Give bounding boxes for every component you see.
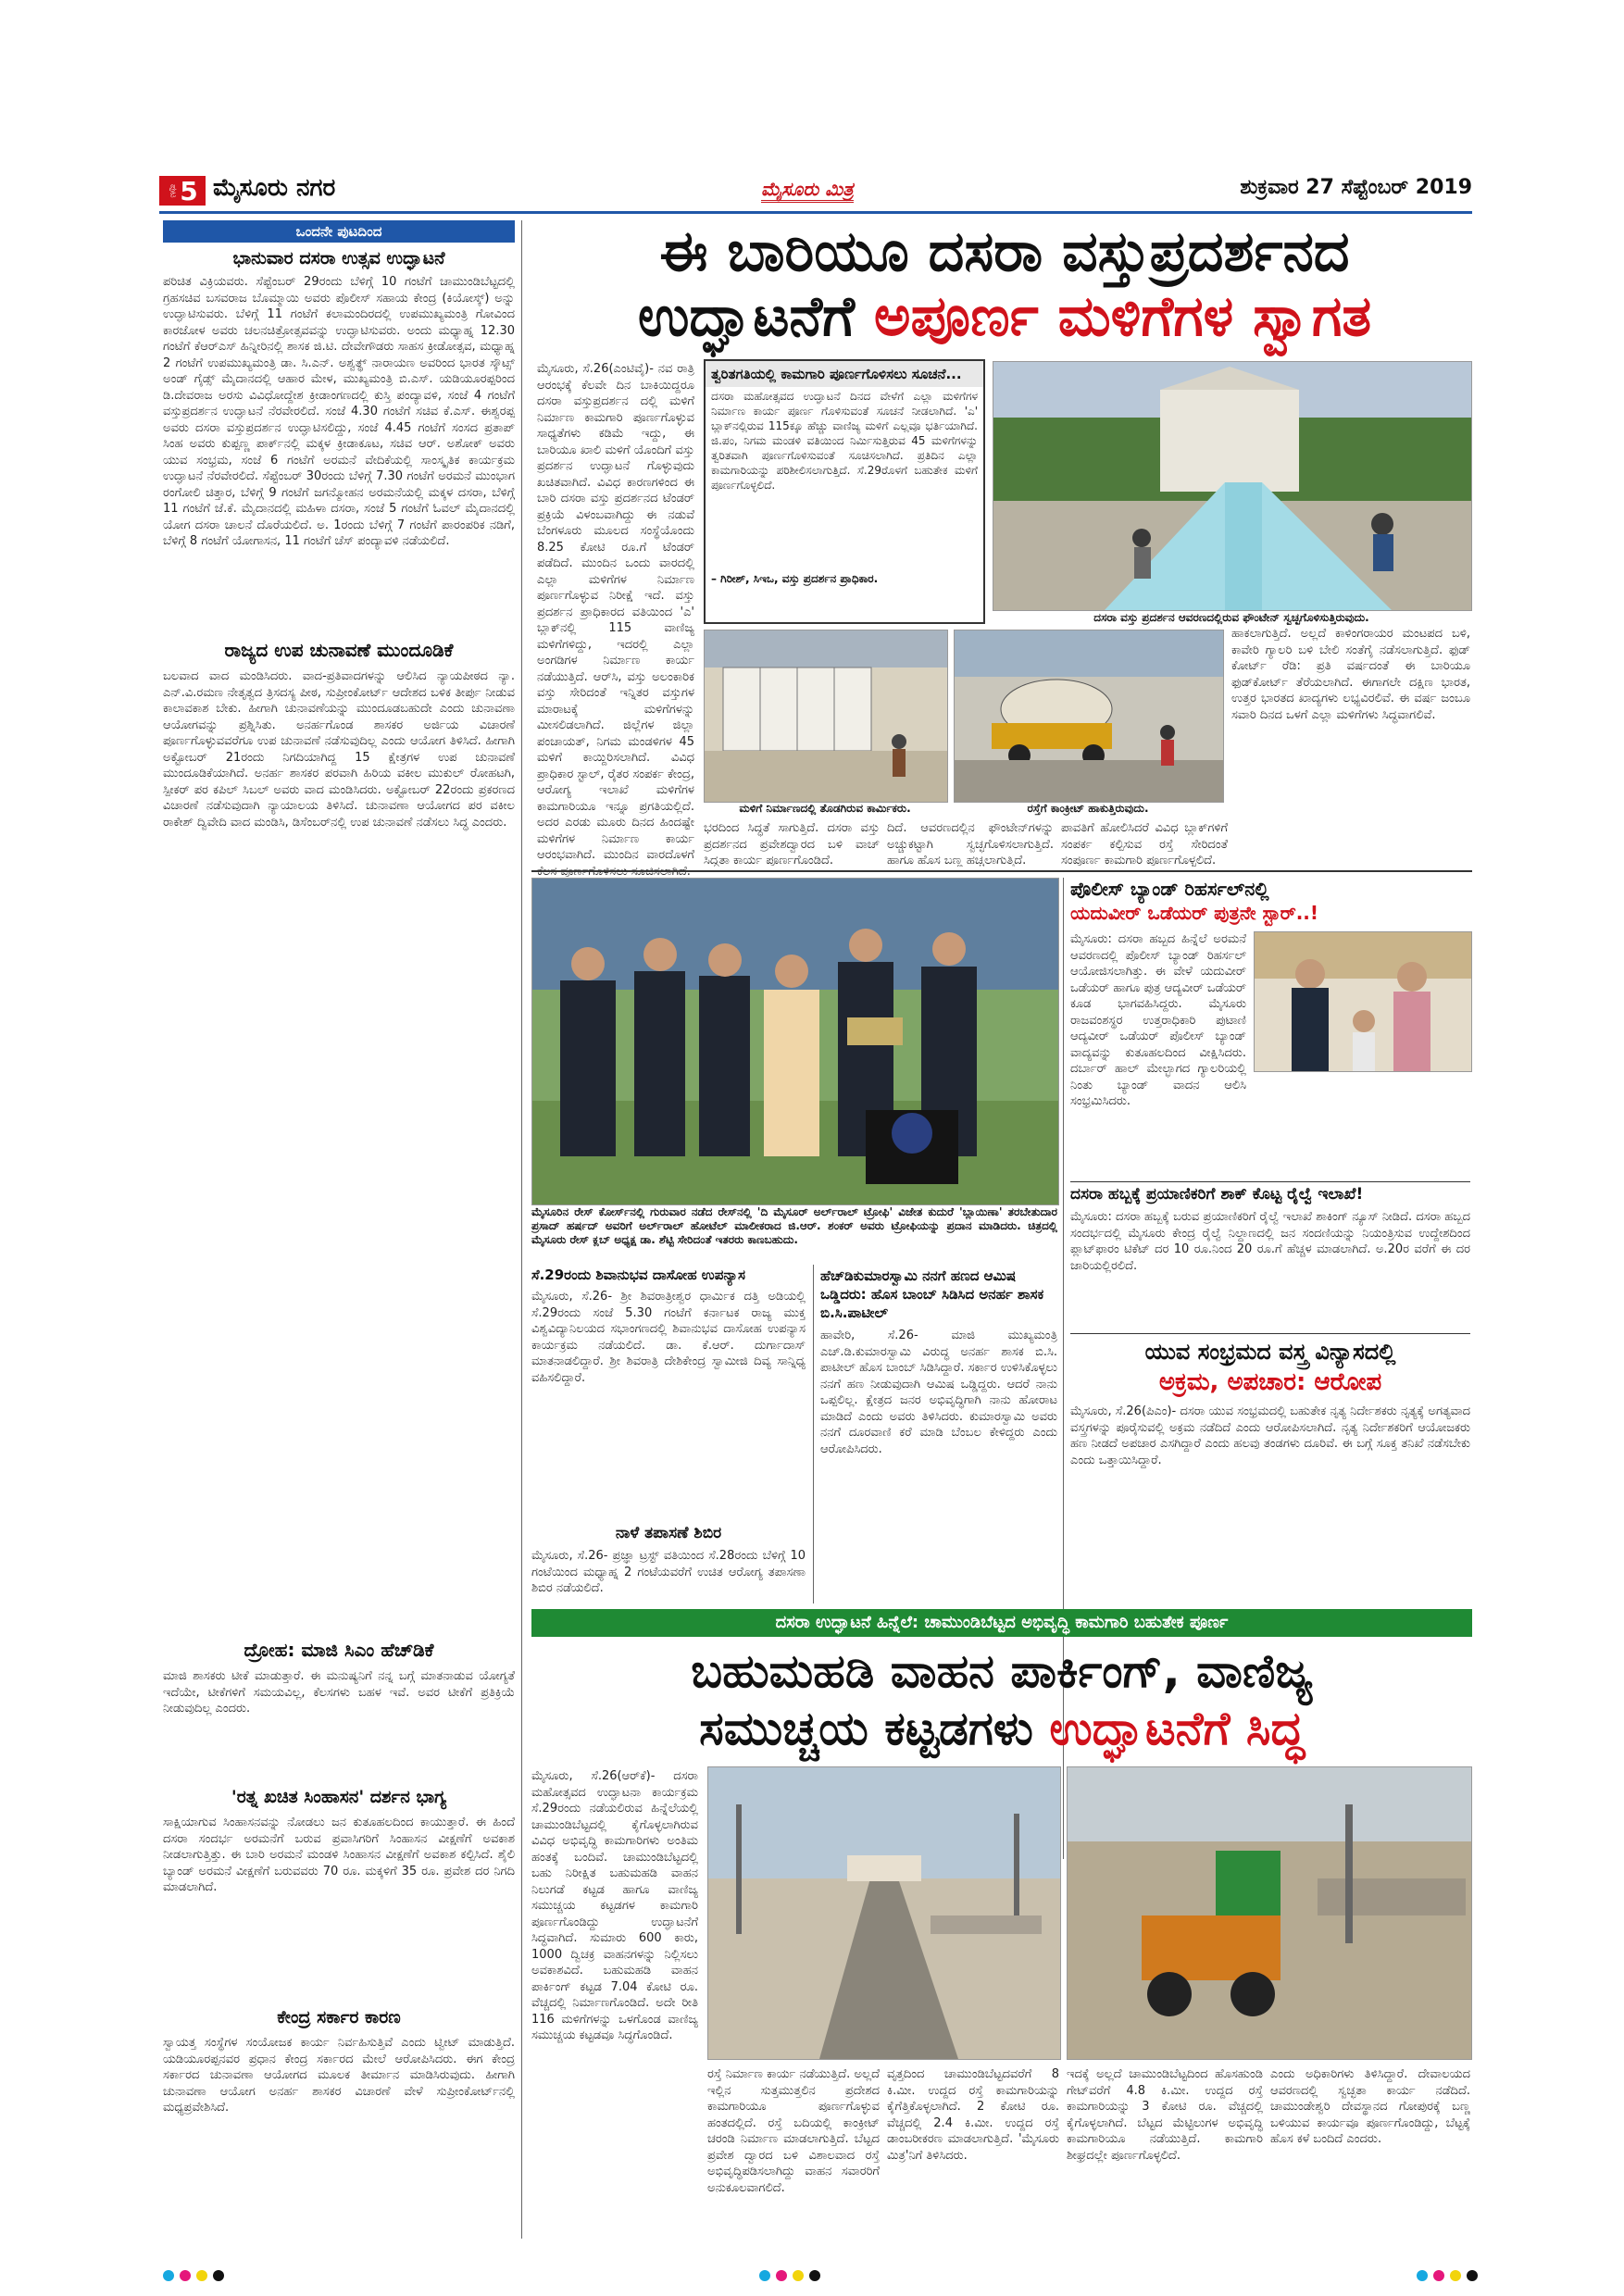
story-b-title: ನಾಳೆ ತಪಾಸಣೆ ಶಿಬಿರ (615, 1524, 722, 1542)
top-story-bottom-a: ಭರದಿಂದ ಸಿದ್ಧತೆ ಸಾಗುತ್ತಿದೆ. ದಸರಾ ವಸ್ತು ಪ್ರದರ್ಶನದ ಪ್ರವೇಶದ್ವಾರದ ಬಳಿ ವಾಚ್ ಸಿದ್ಧತಾ ಕಾರ್ಯ ಪೂರ್ಣಗೊಂಡಿದೆ. (704, 821, 880, 867)
fountain-illustration (993, 362, 1471, 610)
page-date: ಶುಕ್ರವಾರ 27 ಸೆಪ್ಟೆಂಬರ್ 2019 (1240, 176, 1472, 199)
race-trophy-photo (531, 878, 1059, 1205)
page-number: 5 (180, 175, 198, 206)
story2-body: ಬಲವಾದ ವಾದ ಮಂಡಿಸಿದರು. ವಾದ-ಪ್ರತಿವಾದಗಳನ್ನು ಆಲಿಸಿದ ನ್ಯಾಯಪೀಠದ ನ್ಯಾ. ಎನ್.ವಿ.ರಮಣ ನೇತೃತ್ವದ ತ್ರಿಸದಸ್ಯ ಪೀಠ, ಸುಪ್ರೀಂಕೋರ್ಟ್ ಆದೇಶದ ಬಳಿಕ ತೀರ್ಪು ನೀಡುವ ಕಾಲಾವಕಾಶ ಬೇಕು. ಹೀಗಾಗಿ ಚುನಾವಣೆಯನ್ನು ಮುಂದೂಡಬಹುದೇ ಎಂದು ಚುನಾವಣಾ ಆಯೋಗವನ್ನು ಪ್ರಶ್ನಿಸಿತು. ಅನರ್ಹಗೊಂಡ ಶಾಸಕರ ಅರ್ಜಿಯ ವಿಚಾರಣೆ ಪೂರ್ಣಗೊಳ್ಳುವವರೆಗೂ ಉಪ ಚುನಾವಣೆ ನಡೆಸುವುದಿಲ್ಲ ಎಂದು ಆಯೋಗ ತಿಳಿಸಿದೆ. ಹೀಗಾಗಿ ಅಕ್ಟೋಬರ್ 21ರಂದು ನಿಗದಿಯಾಗಿದ್ದ 15 ಕ್ಷೇತ್ರಗಳ ಉಪ ಚುನಾವಣೆ ಮುಂದೂಡಿಕೆಯಾಗಿದೆ. ಅನರ್ಹ ಶಾಸಕರ ಪರವಾಗಿ ಹಿರಿಯ ವಕೀಲ ಮುಕುಲ್ ರೋಹಟಗಿ, ಸ್ಪೀಕರ್ ಪರ ಕಪಿಲ್ ಸಿಬಲ್ ಅವರು ವಾದ ಮಂಡಿಸಿದರು. ಅಕ್ಟೋಬರ್ 22ರಂದು ಪ್ರಕರಣದ ವಿಚಾರಣೆ ನಡೆಸುವುದಾಗಿ ನ್ಯಾಯಾಲಯ ತಿಳಿಸಿದೆ. ಚುನಾವಣಾ ಆಯೋಗದ ಪರ ವಕೀಲ ರಾಕೇಶ್ ದ್ವಿವೇದಿ ವಾದ ಮಂಡಿಸಿ, ಡಿಸೆಂಬರ್‌ನಲ್ಲಿ ಉಪ ಚುನಾವಣೆ ನಡೆಸಲು ಸಿದ್ಧ ಎಂದರು. (163, 669, 515, 830)
top-story-right-text: ಹಾಕಲಾಗುತ್ತಿದೆ. ಅಲ್ಲದೆ ಕಾಳಿಂಗರಾಯರ ಮಂಟಪದ ಬಳಿ, ಕಾವೇರಿ ಗ್ಯಾಲರಿ ಬಳಿ ಬೇಲಿ ಸಂತೆಗೈ ನಡೆಸಲಾಗುತ್ತಿದೆ. ಫುಡ್ ಕೋರ್ಟ್ ರೆಡಿ: ಪ್ರತಿ ವರ್ಷದಂತೆ ಈ ಬಾರಿಯೂ ಫುಡ್‌ಕೋರ್ಟ್ ತೆರೆಯಲಾಗಿದೆ. ಈಗಾಗಲೇ ದಕ್ಷಿಣ ಭಾರತ, ಉತ್ತರ ಭಾರತದ ಖಾದ್ಯಗಳು ಲಭ್ಯವಿರಲಿವೆ. ಈ ವರ್ಷ ಜಂಬೂ ಸವಾರಿ ದಿನದ ಒಳಗೆ ಎಲ್ಲಾ ಮಳಿಗೆಗಳು ಸಿದ್ಧವಾಗಲಿವೆ. (1231, 627, 1470, 722)
top-story-dateline: ಮೈಸೂರು, ಸೆ.26(ಎಂಟಿವೈ)- ನವ ರಾತ್ರಿ ಆರಂಭಕ್ಕೆ ಕೆಲವೇ ದಿನ ಬಾಕಿಯಿದ್ದರೂ ದಸರಾ ವಸ್ತುಪ್ರದರ್ಶನ ದಲ್ಲಿ ಮಳಿಗೆ ನಿರ್ಮಾಣ ಕಾಮಗಾರಿ ಪೂರ್ಣಗೊಳ್ಳುವ ಸಾಧ್ಯತೆಗಳು ಕಡಿಮೆ ಇದ್ದು, ಈ ಬಾರಿಯೂ ಖಾಲಿ ಮಳಿಗೆ ಯೊಂದಿಗೆ ವಸ್ತು ಪ್ರದರ್ಶನ ಉದ್ಘಾಟನೆ ಗೊಳ್ಳುವುದು ಖಚಿತವಾಗಿದೆ. ವಿವಿಧ ಕಾರಣಗಳಿಂದ ಈ ಬಾರಿ ದಸರಾ ವಸ್ತು ಪ್ರದರ್ಶನದ ಟೆಂಡರ್ ಪ್ರಕ್ರಿಯೆ ವಿಳಂಬವಾಗಿದ್ದು ಈ ನಡುವೆ ಬೆಂಗಳೂರು ಮೂಲದ ಸಂಸ್ಥೆಯೊಂದು 8.25 ಕೋಟಿ ರೂ.ಗೆ ಟೆಂಡರ್ ಪಡೆದಿದೆ. ಮುಂದಿನ ಒಂದು ವಾರದಲ್ಲಿ ಎಲ್ಲಾ ಮಳಿಗೆಗಳ ನಿರ್ಮಾಣ ಪೂರ್ಣಗೊಳ್ಳುವ ನಿರೀಕ್ಷೆ ಇದೆ. ವಸ್ತು ಪ್ರದರ್ಶನ ಪ್ರಾಧಿಕಾರದ ವತಿಯಿಂದ 'ಎ' ಬ್ಲಾಕ್‌ನಲ್ಲಿ 115 ವಾಣಿಜ್ಯ ಮಳಿಗೆಗಳಿದ್ದು, ಇದರಲ್ಲಿ ಎಲ್ಲಾ ಅಂಗಡಿಗಳ ನಿರ್ಮಾಣ ಕಾರ್ಯ ನಡೆಯುತ್ತಿದೆ. ಆರ್‌ಸಿ, ವಸ್ತು ಅಲಂಕಾರಿಕ ವಸ್ತು ಸೇರಿದಂತೆ ಇನ್ನಿತರ ವಸ್ತುಗಳ ಮಾರಾಟಕ್ಕೆ ಮಳಿಗೆಗಳನ್ನು ಮೀಸಲಿಡಲಾಗಿದೆ. ಜಿಲ್ಲೆಗಳ ಜಿಲ್ಲಾ ಪಂಚಾಯತ್, ನಿಗಮ ಮಂಡಳಿಗಳ 45 ಮಳಿಗೆ ಕಾಯ್ದಿರಿಸಲಾಗಿದೆ. ವಿವಿಧ ಪ್ರಾಧಿಕಾರ ಸ್ಟಾಲ್, ರೈತರ ಸಂಪರ್ಕ ಕೇಂದ್ರ, ಆರೋಗ್ಯ ಇಲಾಖೆ ಮಳಿಗೆಗಳ ಕಾಮಗಾರಿಯೂ ಇನ್ನೂ ಪ್ರಗತಿಯಲ್ಲಿದೆ. ಅದರ ಎರಡು ಮೂರು ದಿನದ ಹಿಂದಷ್ಟೇ ಮಳಿಗೆಗಳ ನಿರ್ಮಾಣ ಕಾರ್ಯ ಆರಂಭವಾಗಿದೆ. ಮುಂದಿನ ವಾರದೊಳಗೆ (537, 362, 694, 862)
left-column-rule (521, 220, 522, 2239)
story-a-body: ಮೈಸೂರು, ಸೆ.26- ಶ್ರೀ ಶಿವರಾತ್ರೀಶ್ವರ ಧಾರ್ಮಿಕ ದತ್ತಿ ಅಡಿಯಲ್ಲಿ ಸೆ.29ರಂದು ಸಂಜೆ 5.30 ಗಂಟೆಗೆ ಕರ್ನಾಟಕ ರಾಜ್ಯ ಮುಕ್ತ ವಿಶ್ವವಿದ್ಯಾನಿಲಯದ ಸಭಾಂಗಣದಲ್ಲಿ ಶಿವಾನುಭವ ದಾಸೋಹ ಉಪನ್ಯಾಸ ಕಾರ್ಯಕ್ರಮ ನಡೆಯಲಿದೆ. ಡಾ. ಕೆ.ಆರ್. ದುರ್ಗಾದಾಸ್ ಮಾತನಾಡಲಿದ್ದಾರೆ. ಶ್ರೀ ಶಿವರಾತ್ರಿ ದೇಶಿಕೇಂದ್ರ ಸ್ವಾಮೀಜಿ ದಿವ್ಯ ಸಾನ್ನಿಧ್ಯ ವಹಿಸಲಿದ್ದಾರೆ. (531, 1290, 806, 1385)
road-photo-2 (1067, 1766, 1472, 2060)
bottom-story-left: ಮೈಸೂರು, ಸೆ.26(ಆರ್‌ಕೆ)- ದಸರಾ ಮಹೋತ್ಸವದ ಉದ್ಘಾಟನಾ ಕಾರ್ಯಕ್ರಮ ಸೆ.29ರಂದು ನಡೆಯಲಿರುವ ಹಿನ್ನೆಲೆಯಲ್ಲಿ ಚಾಮುಂಡಿಬೆಟ್ಟದಲ್ಲಿ ಕೈಗೊಳ್ಳಲಾಗಿರುವ ವಿವಿಧ ಅಭಿವೃದ್ಧಿ ಕಾಮಗಾರಿಗಳು ಅಂತಿಮ ಹಂತಕ್ಕೆ ಬಂದಿವೆ. ಚಾಮುಂಡಿಬೆಟ್ಟದಲ್ಲಿ ಬಹು ನಿರೀಕ್ಷಿತ ಬಹುಮಹಡಿ ವಾಹನ ನಿಲುಗಡೆ ಕಟ್ಟಡ ಹಾಗೂ ವಾಣಿಜ್ಯ ಸಮುಚ್ಚಯ ಕಟ್ಟಡಗಳ ಕಾಮಗಾರಿ ಪೂರ್ಣಗೊಂಡಿದ್ದು ಉದ್ಘಾಟನೆಗೆ ಸಿದ್ಧವಾಗಿದೆ. ಸುಮಾರು 600 ಕಾರು, 1000 ದ್ವಿಚಕ್ರ ವಾಹನಗಳನ್ನು ನಿಲ್ಲಿಸಲು ಅವಕಾಶವಿದೆ. ಬಹುಮಹಡಿ ವಾಹನ ಪಾರ್ಕಿಂಗ್ ಕಟ್ಟಡ 7.04 ಕೋಟಿ ರೂ. ವೆಚ್ಚದಲ್ಲಿ ನಿರ್ಮಾಣಗೊಂಡಿದೆ. ಅದೇ ರೀತಿ 116 ಮಳಿಗೆಗಳನ್ನು ಒಳಗೊಂಡ ವಾಣಿಜ್ಯ ಸಮುಚ್ಚಯ ಕಟ್ಟಡವೂ ಸಿದ್ಧಗೊಂಡಿದೆ. (531, 1769, 698, 2042)
story5-body: ಸ್ವಾಯತ್ತ ಸಂಸ್ಥೆಗಳ ಸಂಯೋಜಕ ಕಾರ್ಯ ನಿರ್ವಹಿಸುತ್ತಿವೆ ಎಂದು ಟ್ವೀಟ್ ಮಾಡುತ್ತಿದೆ. ಯಡಿಯೂರಪ್ಪನವರ ಪ್ರಧಾನ ಕೇಂದ್ರ ಸರ್ಕಾರದ ಮೇಲೆ ಆರೋಪಿಸಿದರು. ಈಗ ಕೇಂದ್ರ ಸರ್ಕಾರದ ಚುನಾವಣಾ ಆಯೋಗದ ಮೂಲಕ ತೀರ್ಮಾನ ಮಾಡಿಸಿರುವುದು. ಹೀಗಾಗಿ ಚುನಾವಣಾ ಆಯೋಗ ಅನರ್ಹ ಶಾಸಕರ ವಿಚಾರಣೆ ವೇಳೆ ಸುಪ್ರೀಂಕೋರ್ಟ್‌ನಲ್ಲಿ ಮಧ್ಯಪ್ರವೇಶಿಸಿದೆ. (163, 2036, 515, 2115)
wodeyar-illustration (1255, 932, 1471, 1071)
fountain-caption: ದಸರಾ ವಸ್ತು ಪ್ರದರ್ಶನ ಆವರಣದಲ್ಲಿರುವ ಫೌಂಟೇನ್ ಸ್ವಚ್ಛಗೊಳಿಸುತ್ತಿರುವುದು. (1093, 611, 1369, 624)
story-e-title: ದಸರಾ ಹಬ್ಬಕ್ಕೆ ಪ್ರಯಾಣಿಕರಿಗೆ ಶಾಕ್ ಕೊಟ್ಟ ರೈಲ್ವೆ ಇಲಾಖೆ! (1070, 1185, 1364, 1204)
reg-dot-black-left (213, 2270, 224, 2281)
reg-dot-cyan-left (163, 2270, 174, 2281)
reg-dot-black-right (1467, 2270, 1478, 2281)
story3-body: ಮಾಜಿ ಶಾಸಕರು ಟೀಕೆ ಮಾಡುತ್ತಾರೆ. ಈ ಮನುಷ್ಯನಿಗೆ ನನ್ನ ಬಗ್ಗೆ ಮಾತನಾಡುವ ಯೋಗ್ಯತೆ ಇದೆಯೇ, ಟೀಕೆಗಳಿಗೆ ಸಮಯವಿಲ್ಲ, ಕೆಲಸಗಳು ಬಹಳ ಇವೆ. ಅವರ ಟೀಕೆಗೆ ಪ್ರತಿಕ್ರಿಯೆ ನೀಡುವುದಿಲ್ಲ ಎಂದರು. (163, 1669, 515, 1716)
story2-title: ರಾಜ್ಯದ ಉಪ ಚುನಾವಣೆ ಮುಂದೂಡಿಕೆ (224, 639, 454, 661)
reg-dot-yellow-mid (793, 2270, 804, 2281)
continued-banner: ಒಂದನೇ ಪುಟದಿಂದ (163, 220, 515, 243)
story5-title: ಕೇಂದ್ರ ಸರ್ಕಾರ ಕಾರಣ (277, 2007, 401, 2028)
road-photo-1 (707, 1766, 1061, 2060)
top-story-bottom-b: ದಿದೆ. ಆವರಣದಲ್ಲಿನ ಫೌಂಟೇನ್‌ಗಳನ್ನು ಅಚ್ಚುಕಟ್ಟಾಗಿ ಸ್ವಚ್ಛಗೊಳಿಸಲಾಗುತ್ತಿದೆ. ಹಾಗೂ ಹೊಸ ಬಣ್ಣ ಹಚ್ಚಲಾಗುತ್ತಿದೆ. (887, 821, 1054, 867)
reg-dot-magenta-mid (776, 2270, 787, 2281)
box-signature: – ಗಿರೀಶ್, ಸಿಇಒ, ವಸ್ತು ಪ್ರದರ್ಶನ ಪ್ರಾಧಿಕಾರ. (711, 572, 879, 585)
top-headline-line2 (537, 283, 1472, 350)
story-f-title: ಯುವ ಸಂಭ್ರಮದ ವಸ್ತ್ರ ವಿನ್ಯಾಸದಲ್ಲಿ (1144, 1339, 1396, 1365)
bottom-headline-line2 (531, 1700, 1472, 1757)
top-story-bottom-c: ಪಾವತಿಗೆ ಹೋಲಿಸಿದರೆ ವಿವಿಧ ಬ್ಲಾಕ್‌ಗಳಿಗೆ ಸಂಪರ್ಕ ಕಲ್ಪಿಸುವ ರಸ್ತೆ ಸೇರಿದಂತೆ ಸಂಪೂರ್ಣ ಕಾಮಗಾರಿ ಪೂರ್ಣಗೊಳ್ಳಲಿದೆ. (1061, 821, 1228, 867)
trophy-illustration (532, 879, 1058, 1204)
bottom-story-right: ಇದಕ್ಕೆ ಅಲ್ಲದೆ ಚಾಮುಂಡಿಬೆಟ್ಟದಿಂದ ಹೊಸಹುಂಡಿ ಗೇಟ್‌ವರೆಗೆ 4.8 ಕಿ.ಮೀ. ಉದ್ದದ ರಸ್ತೆ ಕಾಮಗಾರಿಯನ್ನು 3 ಕೋಟಿ ರೂ. ವೆಚ್ಚದಲ್ಲಿ ಕೈಗೊಳ್ಳಲಾಗಿದೆ. ಬೆಟ್ಟದ ಮೆಟ್ಟಿಲುಗಳ ಅಭಿವೃದ್ಧಿ ಕಾಮಗಾರಿಯೂ ನಡೆಯುತ್ತಿದೆ. ಕಾಮಗಾರಿ ಶೀಘ್ರದಲ್ಲೇ ಪೂರ್ಣಗೊಳ್ಳಲಿದೆ. (1067, 2067, 1263, 2163)
concrete-illustration (955, 630, 1223, 802)
story1-title: ಭಾನುವಾರ ದಸರಾ ಉತ್ಸವ ಉದ್ಘಾಟನೆ (232, 248, 445, 268)
stall-photo (704, 630, 948, 803)
story-c-title: ಹೆಚ್‌ಡಿಕುಮಾರಸ್ವಾಮಿ ನನಗೆ ಹಣದ ಆಮಿಷ ಒಡ್ಡಿದರು: ಹೊಸ ಬಾಂಬ್ ಸಿಡಿಸಿದ ಅನರ್ಹ ಶಾಸಕ ಬಿ.ಸಿ.ಪಾಟೀಲ್ (820, 1267, 1044, 1321)
story-d-body: ಮೈಸೂರು: ದಸರಾ ಹಬ್ಬದ ಹಿನ್ನೆಲೆ ಅರಮನೆ ಆವರಣದಲ್ಲಿ ಪೊಲೀಸ್ ಬ್ಯಾಂಡ್ ರಿಹರ್ಸಲ್ ಆಯೋಜಿಸಲಾಗಿತ್ತು. ಈ ವೇಳೆ ಯದುವೀರ್ ಒಡೆಯರ್ ಹಾಗೂ ಪುತ್ರ ಆದ್ಯವೀರ್ ಒಡೆಯರ್ ಕೂಡ ಭಾಗವಹಿಸಿದ್ದರು. ಮೈಸೂರು ರಾಜವಂಶಸ್ಥರ ಉತ್ತರಾಧಿಕಾರಿ ಪುಟಾಣಿ ಆದ್ಯವೀರ್ ಒಡೆಯರ್ ಪೊಲೀಸ್ ಬ್ಯಾಂಡ್ ವಾದ್ಯವನ್ನು ಕುತೂಹಲದಿಂದ ವೀಕ್ಷಿಸಿದರು. ದರ್ಬಾರ್ ಹಾಲ್ ಮೇಲ್ಭಾಗದ ಗ್ಯಾಲರಿಯಲ್ಲಿ ನಿಂತು ಬ್ಯಾಂಡ್ ವಾದನ ಆಲಿಸಿ ಸಂಭ್ರಮಿಸಿದರು. (1070, 932, 1246, 1108)
top-story-box (704, 359, 985, 624)
top-story-rule (531, 870, 1472, 872)
reg-dot-magenta-right (1433, 2270, 1444, 2281)
story-d-title-red: ಯದುವೀರ್ ಒಡೆಯರ್ ಪುತ್ರನೇ ಸ್ಟಾರ್..! (1070, 902, 1319, 924)
story4-body: ಸಾಕ್ಷಿಯಾಗುವ ಸಿಂಹಾಸನವನ್ನು ನೋಡಲು ಜನ ಕುತೂಹಲದಿಂದ ಕಾಯುತ್ತಾರೆ. ಈ ಹಿಂದೆ ದಸರಾ ಸಂದರ್ಭ ಅರಮನೆಗೆ ಬರುವ ಪ್ರವಾಸಿಗರಿಗೆ ಸಿಂಹಾಸನ ವೀಕ್ಷಣೆಗೆ ಅವಕಾಶ ನೀಡಲಾಗುತ್ತಿತ್ತು. ಈ ಬಾರಿ ಅರಮನೆ ಮಂಡಳಿ ಸಿಂಹಾಸನ ವೀಕ್ಷಣೆಗೆ ಅವಕಾಶ ಕಲ್ಪಿಸಿದೆ. ಶೈಲಿ ಬ್ಯಾಂಡ್ ಅರಮನೆ ವೀಕ್ಷಣೆಗೆ ಬರುವವರು 70 ರೂ. ಮಕ್ಕಳಿಗೆ 35 ರೂ. ಪ್ರವೇಶ ದರ ನಿಗದಿ ಮಾಡಲಾಗಿದೆ. (163, 1816, 515, 1894)
story-f-body: ಮೈಸೂರು, ಸೆ.26(ಪಿಎಂ)- ದಸರಾ ಯುವ ಸಂಭ್ರಮದಲ್ಲಿ ಬಹುತೇಕ ನೃತ್ಯ ನಿರ್ದೇಶಕರು ನೃತ್ಯಕ್ಕೆ ಅಗತ್ಯವಾದ ವಸ್ತ್ರಗಳನ್ನು ಪೂರೈಸುವಲ್ಲಿ ಅಕ್ರಮ ನಡೆದಿದೆ ಎಂದು ಆರೋಪಿಸಲಾಗಿದೆ. ನೃತ್ಯ ನಿರ್ದೇಶಕರಿಗೆ ಆಯೋಜಕರು ಹಣ ನೀಡದೆ ಅಪಚಾರ ಎಸಗಿದ್ದಾರೆ ಎಂದು ಹಲವು ತಂಡಗಳು ದೂರಿವೆ. ಈ ಬಗ್ಗೆ ಸೂಕ್ತ ತನಿಖೆ ನಡೆಸಬೇಕು ಎಂದು ಒತ್ತಾಯಿಸಿದ್ದಾರೆ. (1070, 1404, 1470, 1467)
box-title: ತ್ವರಿತಗತಿಯಲ್ಲಿ ಕಾಮಗಾರಿ ಪೂರ್ಣಗೊಳಿಸಲು ಸೂಚನೆ... (706, 361, 983, 387)
section-title: ಮೈಸೂರು ನಗರ (213, 174, 336, 202)
green-banner: ದಸರಾ ಉದ್ಘಾಟನೆ ಹಿನ್ನೆಲೆ: ಚಾಮುಂಡಿಬೆಟ್ಟದ ಅಭಿವೃದ್ಧಿ ಕಾಮಗಾರಿ ಬಹುತೇಕ ಪೂರ್ಣ (531, 1609, 1472, 1637)
page-label: ಪುಟ (168, 183, 179, 198)
masthead-logo: ಮೈಸೂರು ಮಿತ್ರ (761, 178, 854, 203)
story-f-title-red: ಅಕ್ರಮ, ಅಪಚಾರ: ಆರೋಪ (1158, 1368, 1382, 1396)
story-c-body: ಹಾವೇರಿ, ಸೆ.26- ಮಾಜಿ ಮುಖ್ಯಮಂತ್ರಿ ಎಚ್.ಡಿ.ಕುಮಾರಸ್ವಾಮಿ ವಿರುದ್ಧ ಅನರ್ಹ ಶಾಸಕ ಬಿ.ಸಿ. ಪಾಟೀಲ್ ಹೊಸ ಬಾಂಬ್ ಸಿಡಿಸಿದ್ದಾರೆ. ಸರ್ಕಾರ ಉಳಿಸಿಕೊಳ್ಳಲು ನನಗೆ ಹಣ ನೀಡುವುದಾಗಿ ಆಮಿಷ ಒಡ್ಡಿದ್ದರು. ಆದರೆ ನಾನು ಒಪ್ಪಲಿಲ್ಲ. ಕ್ಷೇತ್ರದ ಜನರ ಅಭಿವೃದ್ಧಿಗಾಗಿ ನಾನು ಹೋರಾಟ ಮಾಡಿದೆ ಎಂದು ಅವರು ತಿಳಿಸಿದರು. ಕುಮಾರಸ್ವಾಮಿ ಅವರು ನನಗೆ ದೂರವಾಣಿ ಕರೆ ಮಾಡಿ ಬೆಂಬಲ ಕೇಳಿದ್ದರು ಎಂದು ಆರೋಪಿಸಿದರು. (820, 1329, 1057, 1456)
bottom-headline-line1: ಬಹುಮಹಡಿ ವಾಹನ ಪಾರ್ಕಿಂಗ್, ವಾಣಿಜ್ಯ (691, 1644, 1313, 1698)
bottom-story-mid2: ವೃತ್ತದಿಂದ ಚಾಮುಂಡಿಬೆಟ್ಟದವರೆಗೆ 8 ಕಿ.ಮೀ. ಉದ್ದದ ರಸ್ತೆ ಕಾಮಗಾರಿಯನ್ನು ಕೈಗೆತ್ತಿಕೊಳ್ಳಲಾಗಿದೆ. 2 ಕೋಟಿ ರೂ. ವೆಚ್ಚದಲ್ಲಿ 2.4 ಕಿ.ಮೀ. ಉದ್ದದ ರಸ್ತೆ ಡಾಂಬರೀಕರಣ ಮಾಡಲಾಗುತ್ತಿದೆ. 'ಮೈಸೂರು ಮಿತ್ರ'ನಿಗೆ ತಿಳಿಸಿದರು. (887, 2067, 1059, 2163)
reg-dot-cyan-right (1417, 2270, 1428, 2281)
story-b-body: ಮೈಸೂರು, ಸೆ.26- ಪ್ರಜ್ಞಾ ಟ್ರಸ್ಟ್ ವತಿಯಿಂದ ಸೆ.28ರಂದು ಬೆಳಿಗ್ಗೆ 10 ಗಂಟೆಯಿಂದ ಮಧ್ಯಾಹ್ನ 2 ಗಂಟೆಯವರೆಗೆ ಉಚಿತ ಆರೋಗ್ಯ ತಪಾಸಣಾ ಶಿಬಿರ ನಡೆಯಲಿದೆ. (531, 1549, 806, 1595)
stall-illustration (705, 630, 947, 802)
reg-dot-yellow-right (1450, 2270, 1461, 2281)
wodeyar-photo (1254, 931, 1472, 1072)
bottom-headline-black: ಸಮುಚ್ಚಯ ಕಟ್ಟಡಗಳು (699, 1702, 1033, 1755)
header-rule (159, 211, 1472, 214)
story-e-body: ಮೈಸೂರು: ದಸರಾ ಹಬ್ಬಕ್ಕೆ ಬರುವ ಪ್ರಯಾಣಿಕರಿಗೆ ರೈಲ್ವೆ ಇಲಾಖೆ ಶಾಕಿಂಗ್ ನ್ಯೂಸ್ ನೀಡಿದೆ. ದಸರಾ ಹಬ್ಬದ ಸಂದರ್ಭದಲ್ಲಿ ಮೈಸೂರು ಕೇಂದ್ರ ರೈಲ್ವೆ ನಿಲ್ದಾಣದಲ್ಲಿ ಜನ ಸಂದಣಿಯನ್ನು ನಿಯಂತ್ರಿಸುವ ಉದ್ದೇಶದಿಂದ ಪ್ಲಾಟ್‌ಫಾರಂ ಟಿಕೆಟ್ ದರ 10 ರೂ.ನಿಂದ 20 ರೂ.ಗೆ ಹೆಚ್ಚಳ ಮಾಡಲಾಗಿದೆ. ಅ.20ರ ವರೆಗೆ ಈ ದರ ಜಾರಿಯಲ್ಲಿರಲಿದೆ. (1070, 1210, 1470, 1273)
top-headline-red: ಅಪೂರ್ಣ ಮಳಿಗೆಗಳ ಸ್ವಾಗತ (873, 284, 1372, 349)
stall-caption: ಮಳಿಗೆ ನಿರ್ಮಾಣದಲ್ಲಿ ತೊಡಗಿರುವ ಕಾರ್ಮಿಕರು. (739, 802, 911, 815)
top-headline-line1: ಈ ಬಾರಿಯೂ ದಸರಾ ವಸ್ತುಪ್ರದರ್ಶನದ (659, 219, 1350, 284)
bottom-story-mid: ರಸ್ತೆ ನಿರ್ಮಾಣ ಕಾರ್ಯ ನಡೆಯುತ್ತಿದೆ. ಅಲ್ಲದೆ ಇಲ್ಲಿನ ಸುತ್ತಮುತ್ತಲಿನ ಪ್ರದೇಶದ ಕಾಮಗಾರಿಯೂ ಪೂರ್ಣಗೊಳ್ಳುವ ಹಂತದಲ್ಲಿದೆ. ರಸ್ತೆ ಬದಿಯಲ್ಲಿ ಕಾಂಕ್ರೀಟ್ ಚರಂಡಿ ನಿರ್ಮಾಣ ಮಾಡಲಾಗುತ್ತಿದೆ. ಬೆಟ್ಟದ ಪ್ರವೇಶ ದ್ವಾರದ ಬಳಿ ವಿಶಾಲವಾದ ರಸ್ತೆ ಅಭಿವೃದ್ಧಿಪಡಿಸಲಾಗಿದ್ದು ವಾಹನ ಸವಾರರಿಗೆ ಅನುಕೂಲವಾಗಲಿದೆ. (707, 2067, 880, 2195)
bottom-headline-red: ಉದ್ಘಾಟನೆಗೆ ಸಿದ್ಧ (1049, 1702, 1305, 1755)
fountain-photo (993, 361, 1472, 611)
page-number-badge (159, 176, 206, 206)
reg-dot-yellow-left (196, 2270, 207, 2281)
story4-title: 'ರತ್ನ ಖಚಿತ ಸಿಂಹಾಸನ' ದರ್ಶನ ಭಾಗ್ಯ (231, 1787, 447, 1807)
reg-dot-cyan-mid (759, 2270, 770, 2281)
road-illustration-2 (1068, 1767, 1471, 2059)
page-header (159, 174, 1472, 209)
middle-inner-rule (813, 1265, 814, 1603)
bottom-story-far-right: ಎಂದು ಅಧಿಕಾರಿಗಳು ತಿಳಿಸಿದ್ದಾರೆ. ದೇವಾಲಯದ ಆವರಣದಲ್ಲಿ ಸ್ವಚ್ಛತಾ ಕಾರ್ಯ ನಡೆದಿದೆ. ಚಾಮುಂಡೇಶ್ವರಿ ದೇವಸ್ಥಾನದ ಗೋಪುರಕ್ಕೆ ಬಣ್ಣ ಬಳಿಯುವ ಕಾರ್ಯವೂ ಪೂರ್ಣಗೊಂಡಿದ್ದು, ಬೆಟ್ಟಕ್ಕೆ ಹೊಸ ಕಳೆ ಬಂದಿದೆ ಎಂದರು. (1270, 2067, 1470, 2146)
box-body: ದಸರಾ ಮಹೋತ್ಸವದ ಉದ್ಘಾಟನೆ ದಿನದ ವೇಳೆಗೆ ಎಲ್ಲಾ ಮಳಿಗೆಗಳ ನಿರ್ಮಾಣ ಕಾರ್ಯ ಪೂರ್ಣ ಗೊಳಿಸುವಂತೆ ಸೂಚನೆ ನೀಡಲಾಗಿದೆ. 'ಎ' ಬ್ಲಾಕ್‌ನಲ್ಲಿರುವ 115ಕ್ಕೂ ಹೆಚ್ಚು ವಾಣಿಜ್ಯ ಮಳಿಗೆ ಎಲ್ಲವೂ ಭರ್ತಿಯಾಗಿದೆ. ಜಿ.ಪಂ, ನಿಗಮ ಮಂಡಳಿ ವತಿಯಿಂದ ನಿರ್ಮಿಸುತ್ತಿರುವ 45 ಮಳಿಗೆಗಳನ್ನು ತ್ವರಿತವಾಗಿ ಪೂರ್ಣಗೊಳಿಸುವಂತೆ ಸೂಚಿಸಲಾಗಿದೆ. ಪ್ರತಿದಿನ ಎಲ್ಲಾ ಕಾಮಗಾರಿಯನ್ನು ಪರಿಶೀಲಿಸಲಾಗುತ್ತಿದೆ. ಸೆ.29ರೊಳಗೆ ಬಹುತೇಕ ಮಳಿಗೆ ಪೂರ್ಣಗೊಳ್ಳಲಿದೆ. (711, 390, 978, 492)
story3-title: ದ್ರೋಹ: ಮಾಜಿ ಸಿಎಂ ಹೆಚ್‌ಡಿಕೆ (244, 1639, 434, 1661)
story-d-title: ಪೊಲೀಸ್ ಬ್ಯಾಂಡ್ ರಿಹರ್ಸಲ್‌ನಲ್ಲಿ (1070, 878, 1269, 900)
road-illustration-1 (708, 1767, 1060, 2059)
story-e-rule (1070, 1181, 1470, 1182)
concrete-photo (954, 630, 1224, 803)
story-a-title: ಸೆ.29ರಂದು ಶಿವಾನುಭವ ದಾಸೋಹ ಉಪನ್ಯಾಸ (531, 1267, 745, 1283)
story-f-rule (1070, 1333, 1470, 1334)
reg-dot-black-mid (809, 2270, 820, 2281)
top-headline-black: ಉದ್ಘಾಟನೆಗೆ (637, 284, 856, 349)
concrete-caption: ರಸ್ತೆಗೆ ಕಾಂಕ್ರೀಟ್ ಹಾಕುತ್ತಿರುವುದು. (1027, 802, 1149, 815)
reg-dot-magenta-left (180, 2270, 191, 2281)
story1-body: ಪರಿಚಿತ ವಿಕ್ರಿಯವರು. ಸೆಪ್ಟೆಂಬರ್ 29ರಂದು ಬೆಳಿಗ್ಗೆ 10 ಗಂಟೆಗೆ ಚಾಮುಂಡಿಬೆಟ್ಟದಲ್ಲಿ ಗ್ರಹಸಚಿವ ಬಸವರಾಜ ಬೊಮ್ಮಾಯಿ ಅವರು ಪೊಲೀಸ್ ಸಹಾಯ ಕೇಂದ್ರ (ಕಿಯೋಸ್ಕ್) ಅನ್ನು ಉದ್ಘಾಟಿಸುವರು. ಬೆಳಿಗ್ಗೆ 11 ಗಂಟೆಗೆ ಕಲಾಮಂದಿರದಲ್ಲಿ ಉಪಮುಖ್ಯಮಂತ್ರಿ ಗೋವಿಂದ ಕಾರಜೋಳ ಅವರು ಚಲನಚಿತ್ರೋತ್ಸವವನ್ನು ಉದ್ಘಾಟಿಸುವರು. ಅಂದು ಮಧ್ಯಾಹ್ನ 12.30 ಗಂಟೆಗೆ ಕೆಆರ್‌ಎಸ್ ಹಿನ್ನೀರಿನಲ್ಲಿ ಶಾಸಕ ಜಿ.ಟಿ. ದೇವೇಗೌಡರು ಸಾಹಸ ಕ್ರೀಡೋತ್ಸವ, ಮಧ್ಯಾಹ್ನ 2 ಗಂಟೆಗೆ ಉಪಮುಖ್ಯಮಂತ್ರಿ ಡಾ. ಸಿ.ಎನ್. ಅಶ್ವತ್ಥ್ ನಾರಾಯಣ ಅವರಿಂದ ಭಾರತ ಸ್ಕೌಟ್ಸ್ ಅಂಡ್ ಗೈಡ್ಸ್ ಮೈದಾನದಲ್ಲಿ ಆಹಾರ ಮೇಳ, ಮುಖ್ಯಮಂತ್ರಿ ಬಿ.ಎಸ್. ಯಡಿಯೂರಪ್ಪರಿಂದ ಡಿ.ದೇವರಾಜ ಅರಸು ವಿವಿಧೋದ್ದೇಶ ಕ್ರೀಡಾಂಗಣದಲ್ಲಿ ಕುಸ್ತಿ ಪಂದ್ಯಾವಳಿ, ಸಂಜೆ 4 ಗಂಟೆಗೆ ವಸ್ತುಪ್ರದರ್ಶನ ಉದ್ಘಾಟನೆ ನೆರವೇರಲಿದೆ. ಸಂಜೆ 4.30 ಗಂಟೆಗೆ ಸಚಿವ ಕೆ.ಎಸ್. ಈಶ್ವರಪ್ಪ ಅವರು ದಸರಾ ವಸ್ತುಪ್ರದರ್ಶನ ಉದ್ಘಾಟಿಸಲಿದ್ದು, ಸಂಜೆ 4.45 ಗಂಟೆಗೆ ಸಂಸದ ಪ್ರತಾಪ್ ಸಿಂಹ ಅವರು ಕುಪ್ಪಣ್ಣ ಪಾರ್ಕ್‌ನಲ್ಲಿ ಮಕ್ಕಳ ಕ್ರೀಡಾಕೂಟ, ಸಚಿವ ಆರ್. ಅಶೋಕ್ ಅವರು ಯುವ ಸಂಭ್ರಮ, ಸಂಜೆ 6 ಗಂಟೆಗೆ ಅರಮನೆ ವೇದಿಕೆಯಲ್ಲಿ ಸಾಂಸ್ಕೃತಿಕ ಕಾರ್ಯಕ್ರಮ ಉದ್ಘಾಟನೆ ನೆರವೇರಲಿದೆ. ಸೆಪ್ಟೆಂಬರ್ 30ರಂದು ಬೆಳಿಗ್ಗೆ 7.30 ಗಂಟೆಗೆ ಅರಮನೆ ಮುಂಭಾಗ ರಂಗೋಲಿ ಚಿತ್ತಾರ, ಬೆಳಿಗ್ಗೆ 9 ಗಂಟೆಗೆ ಜಗನ್ಮೋಹನ ಅರಮನೆಯಲ್ಲಿ ಮಕ್ಕಳ ದಸರಾ, ಬೆಳಿಗ್ಗೆ 11 ಗಂಟೆಗೆ ಜೆ.ಕೆ. ಮೈದಾನದಲ್ಲಿ ಮಹಿಳಾ ದಸರಾ, ಸಂಜೆ 5 ಗಂಟೆಗೆ ಓವಲ್ ಮೈದಾನದಲ್ಲಿ ಯೋಗ ದಸರಾ ಚಾಲನೆ ದೊರೆಯಲಿದೆ. ಅ. 1ರಂದು ಬೆಳಿಗ್ಗೆ 7 ಗಂಟೆಗೆ ಪಾರಂಪರಿಕ ನಡಿಗೆ, ಬೆಳಿಗ್ಗೆ 8 ಗಂಟೆಗೆ ಯೋಗಾಸನ, 11 ಗಂಟೆಗೆ ಚೆಸ್ ಪಂದ್ಯಾವಳಿ ನಡೆಯಲಿದೆ. (163, 275, 515, 548)
race-trophy-caption: ಮೈಸೂರಿನ ರೇಸ್ ಕೋರ್ಸ್‌ನಲ್ಲಿ ಗುರುವಾರ ನಡೆದ ರೇಸ್‌ನಲ್ಲಿ 'ದಿ ಮೈಸೂರ್ ಅರ್ಲ್‌ರಾಲ್ ಟ್ರೋಫಿ' ವಿಜೇತ ಕುದುರೆ 'ಬ್ಲಾಯಿಣಾ' ತರಬೇತುದಾರ ಪ್ರಸಾದ್ ಹರ್ಷದ್ ಅವರಿಗೆ ಅರ್ಲ್‌ರಾಲ್ ಹೋಟೆಲ್ ಮಾಲೀಕರಾದ ಜಿ.ಆರ್. ಶಂಕರ್ ಅವರು ಟ್ರೋಫಿಯನ್ನು ಪ್ರದಾನ ಮಾಡಿದರು. ಚಿತ್ರದಲ್ಲಿ ಮೈಸೂರು ರೇಸ್ ಕ್ಲಬ್ ಅಧ್ಯಕ್ಷ ಡಾ. ಶೆಟ್ಟಿ ಸೇರಿದಂತೆ ಇತರರು ಕಾಣಬಹುದು. (531, 1205, 1057, 1246)
